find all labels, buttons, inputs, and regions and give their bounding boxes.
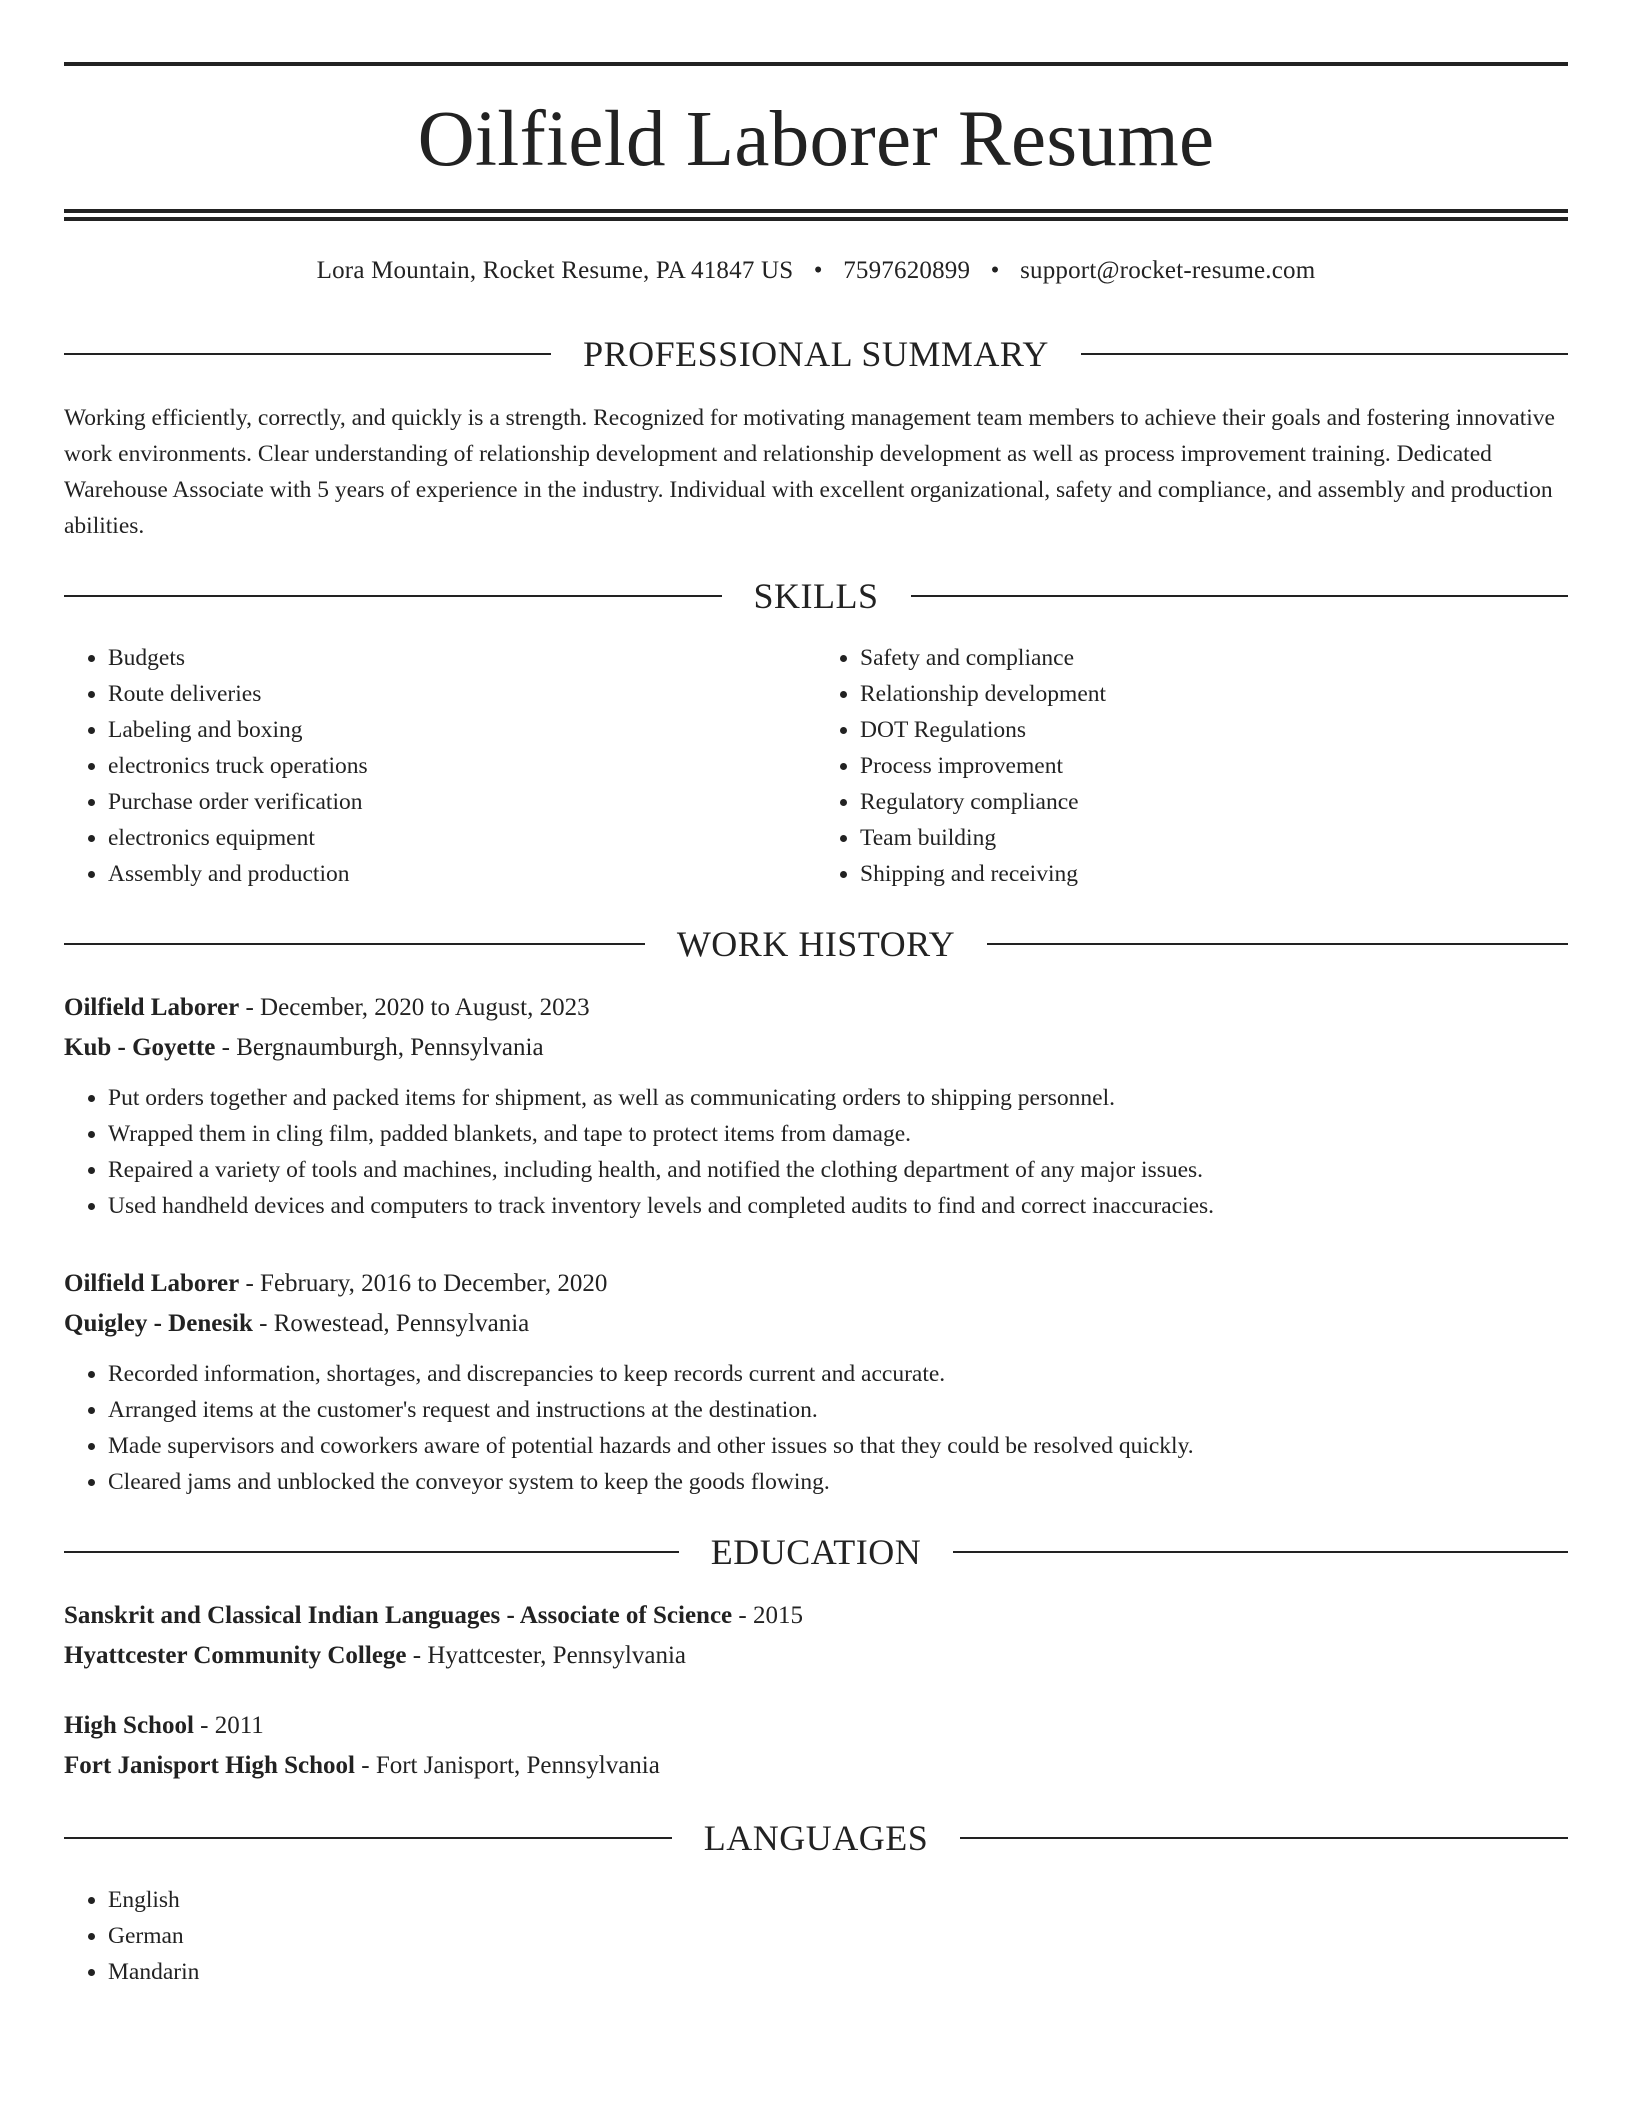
education-degree-line	[64, 1596, 1568, 1636]
job-company: Kub - Goyette	[64, 1034, 216, 1061]
education-school-line	[64, 1746, 1568, 1786]
language-item: • English	[108, 1882, 1568, 1918]
job-title-line	[64, 1264, 1568, 1304]
education-year: - 2011	[193, 1712, 264, 1739]
education-school-line	[64, 1636, 1568, 1676]
education-year: - 2015	[732, 1602, 803, 1629]
section-heading-skills	[64, 578, 1568, 614]
job-duties	[64, 1080, 1568, 1224]
job-duty: • Put orders together and packed items for shipment, as well as communicating orders to shipping personnel.	[108, 1080, 1568, 1116]
skills-column-right	[816, 640, 1568, 892]
job-entry	[64, 988, 1568, 1224]
skill-item: • Safety and compliance	[860, 640, 1568, 676]
job-title: Oilfield Laborer	[64, 1270, 240, 1297]
education-location: - Hyattcester, Pennsylvania	[406, 1642, 686, 1669]
contact-phone: 7597620899	[843, 257, 971, 284]
skill-item: • Purchase order verification	[108, 784, 816, 820]
job-duty: • Recorded information, shortages, and discrepancies to keep records current and accurate.	[108, 1356, 1568, 1392]
heading-rule	[1081, 353, 1568, 355]
education-degree-line	[64, 1706, 1568, 1746]
job-dates: - February, 2016 to December, 2020	[239, 1270, 608, 1297]
education-school: Fort Janisport High School	[64, 1752, 355, 1779]
skill-item: • electronics truck operations	[108, 748, 816, 784]
heading-rule	[64, 943, 645, 945]
skill-item: • Relationship development	[860, 676, 1568, 712]
heading-rule	[987, 943, 1568, 945]
skill-item: • Route deliveries	[108, 676, 816, 712]
page-title: Oilfield Laborer Resume	[417, 96, 1215, 183]
contact-email: support@rocket-resume.com	[1020, 257, 1316, 284]
skill-item: • DOT Regulations	[860, 712, 1568, 748]
education-entry	[64, 1706, 1568, 1786]
contact-line	[64, 256, 1568, 286]
job-duty: • Used handheld devices and computers to track inventory levels and completed audits to find and correct inaccuracies.	[108, 1188, 1568, 1224]
skills-column-left	[64, 640, 816, 892]
job-company-line	[64, 1304, 1568, 1344]
skill-item: • Process improvement	[860, 748, 1568, 784]
education-location: - Fort Janisport, Pennsylvania	[355, 1752, 660, 1779]
title-double-rule	[64, 209, 1568, 221]
section-title: SKILLS	[753, 576, 879, 616]
job-duty: • Wrapped them in cling film, padded blankets, and tape to protect items from damage.	[108, 1116, 1568, 1152]
skill-item: • Team building	[860, 820, 1568, 856]
language-item: • Mandarin	[108, 1954, 1568, 1990]
job-duties	[64, 1356, 1568, 1500]
contact-separator: •	[813, 257, 823, 284]
heading-rule	[64, 595, 722, 597]
heading-rule	[911, 595, 1569, 597]
section-title: EDUCATION	[710, 1532, 922, 1572]
heading-rule	[64, 1837, 672, 1839]
skill-item: • Labeling and boxing	[108, 712, 816, 748]
contact-separator: •	[990, 257, 1000, 284]
heading-rule	[953, 1551, 1568, 1553]
section-title: PROFESSIONAL SUMMARY	[583, 334, 1049, 374]
job-title: Oilfield Laborer	[64, 994, 240, 1021]
job-entry	[64, 1264, 1568, 1500]
job-dates: - December, 2020 to August, 2023	[239, 994, 590, 1021]
skill-item: • electronics equipment	[108, 820, 816, 856]
job-company-line	[64, 1028, 1568, 1068]
job-location: - Rowestead, Pennsylvania	[252, 1310, 530, 1337]
section-heading-education	[64, 1534, 1568, 1570]
job-duty: • Arranged items at the customer's request and instructions at the destination.	[108, 1392, 1568, 1428]
language-item: • German	[108, 1918, 1568, 1954]
job-location: - Bergnaumburgh, Pennsylvania	[215, 1034, 544, 1061]
section-title: LANGUAGES	[703, 1818, 929, 1858]
skill-item: • Shipping and receiving	[860, 856, 1568, 892]
summary-text: Working efficiently, correctly, and quickly is a strength. Recognized for motivating management team members to achieve their goals and fostering innovative work environments. Clear understanding of relationship development and relationship development as well as process improvement training. Dedicated Warehouse Associate with 5 years of experience in the industry. Individual with excellent organizational, safety and compliance, and assembly and production abilities.	[64, 405, 1555, 539]
job-company: Quigley - Denesik	[64, 1310, 253, 1337]
languages-list	[64, 1882, 1568, 1990]
job-duty: • Cleared jams and unblocked the conveyor system to keep the goods flowing.	[108, 1464, 1568, 1500]
job-title-line	[64, 988, 1568, 1028]
heading-rule	[960, 1837, 1568, 1839]
skill-item: • Assembly and production	[108, 856, 816, 892]
heading-rule	[64, 353, 551, 355]
top-rule	[64, 62, 1568, 66]
education-degree: High School	[64, 1712, 194, 1739]
education-entry	[64, 1596, 1568, 1676]
job-duty: • Made supervisors and coworkers aware of potential hazards and other issues so that they could be resolved quickly.	[108, 1428, 1568, 1464]
section-heading-languages	[64, 1820, 1568, 1856]
heading-rule	[64, 1551, 679, 1553]
section-heading-work-history	[64, 926, 1568, 962]
section-title: WORK HISTORY	[676, 924, 956, 964]
skills-list	[64, 640, 1568, 892]
education-school: Hyattcester Community College	[64, 1642, 407, 1669]
job-duty: • Repaired a variety of tools and machines, including health, and notified the clothing department of any major issues.	[108, 1152, 1568, 1188]
skill-item: • Budgets	[108, 640, 816, 676]
section-heading-summary	[64, 336, 1568, 372]
contact-address: Lora Mountain, Rocket Resume, PA 41847 US	[316, 257, 794, 284]
education-degree: Sanskrit and Classical Indian Languages - Associate of Science	[64, 1602, 733, 1629]
skill-item: • Regulatory compliance	[860, 784, 1568, 820]
